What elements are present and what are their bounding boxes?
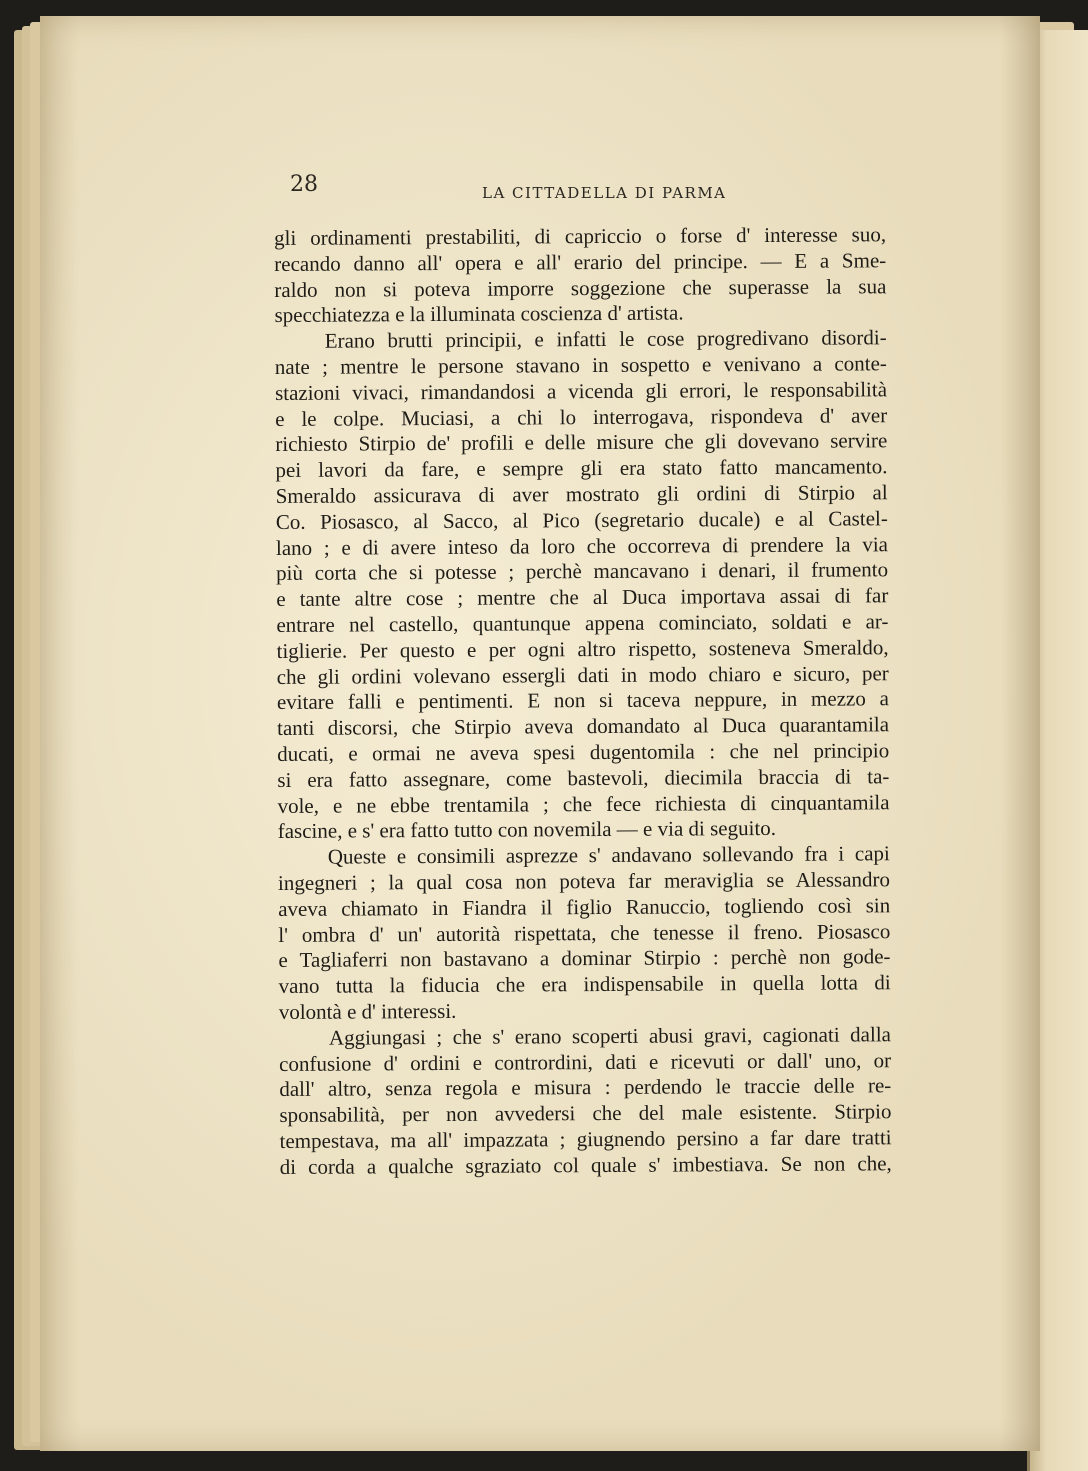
text-line: lano ; e di avere inteso da loro che occorreva di prendere la via xyxy=(275,531,889,560)
running-title: LA CITTADELLA DI PARMA xyxy=(482,184,727,202)
text-line: volontà e d' interessi. xyxy=(278,998,457,1024)
text-line: Co. Piosasco, al Sacco, al Pico (segretario ducale) e al Castel- xyxy=(275,506,888,534)
text-line: recando danno all' opera e all' erario del principe. — E a Sme- xyxy=(274,248,887,276)
text-line: gli ordinamenti prestabiliti, di capriccio o forse d' interesse suo, xyxy=(274,222,887,250)
text-line: tiglierie. Per questo e per ogni altro rispetto, sosteneva Smeraldo, xyxy=(276,635,889,663)
text-line: vano tutta la fiducia che era indispensabile in quella lotta di xyxy=(278,970,891,999)
text-line: fascine, e s' era fatto tutto con novemila — e via di seguito. xyxy=(277,816,777,844)
text-line: Erano brutti principii, e infatti le cose progredivano disordi- xyxy=(324,325,887,353)
text-line: stazioni vivaci, rimandandosi a vicenda gli errori, le responsabilità xyxy=(274,377,888,405)
text-line: tempestava, ma all' impazzata ; giugnendo persino a far dare tratti xyxy=(279,1125,892,1153)
text-line: ducati, e ormai ne aveva spesi dugentomila : che nel principio xyxy=(277,738,890,766)
text-line: Queste e consimili asprezze s' andavano sollevando fra i capi xyxy=(327,841,890,869)
text-line: entrare nel castello, quantunque appena cominciato, soldati e ar- xyxy=(276,609,889,637)
text-line: richiesto Stirpio de' profili e delle misure che gli dovevano servire xyxy=(275,428,888,457)
text-line: che gli ordini volevano essergli dati in modo chiaro e sicuro, per xyxy=(276,660,889,689)
text-line: e le colpe. Muciasi, a chi lo interrogava, rispondeva d' aver xyxy=(275,402,888,431)
text-line: aveva chiamato in Fiandra il figlio Ranuccio, togliendo così sin xyxy=(278,892,891,921)
text-line: ingegneri ; la qual cosa non poteva far meraviglia se Alessandro xyxy=(277,867,891,895)
text-line: raldo non si poteva imporre soggezione che superasse la sua xyxy=(274,273,887,302)
text-line: di corda a qualche sgraziato col quale s' imbestiava. Se non che, xyxy=(279,1150,892,1179)
text-line: e Tagliaferri non bastavano a dominar Stirpio : perchè non gode- xyxy=(278,944,891,973)
text-line: sponsabilità, per non avvedersi che del male esistente. Stirpio xyxy=(279,1099,892,1128)
text-line: evitare falli e pentimenti. E non si taceva neppure, in mezzo a xyxy=(276,686,889,715)
text-line: pei lavori da fare, e sempre gli era stato fatto mancamento. xyxy=(275,454,888,483)
text-line: vole, e ne ebbe trentamila ; che fece richiesta di cinquantamila xyxy=(277,789,890,818)
text-line: confusione d' ordini e contrordini, dati e ricevuti or dall' uno, or xyxy=(279,1047,892,1076)
text-line: nate ; mentre le persone stavano in sospetto e venivano a conte- xyxy=(274,351,887,379)
text-line: Aggiungasi ; che s' erano scoperti abusi gravi, cagionati dalla xyxy=(328,1021,892,1050)
running-head xyxy=(290,172,890,212)
body-text xyxy=(274,222,892,1180)
text-line: dall' altro, senza regola e misura : perdendo le traccie delle re- xyxy=(279,1073,892,1102)
text-line: e tante altre cose ; mentre che al Duca importava assai di far xyxy=(276,583,889,612)
text-line: l' ombra d' un' autorità rispettata, che tenesse il freno. Piosasco xyxy=(278,918,891,947)
text-line: più corta che si potesse ; perchè mancavano i denari, il frumento xyxy=(276,557,889,586)
text-line: si era fatto assegnare, come bastevoli, diecimila braccia di ta- xyxy=(277,763,890,792)
text-line: specchiatezza e la illuminata coscienza d' artista. xyxy=(274,300,684,328)
page-number: 28 xyxy=(290,172,318,197)
text-line: Smeraldo assicurava di aver mostrato gli ordini di Stirpio al xyxy=(275,480,888,508)
text-line: tanti discorsi, che Stirpio aveva domandato al Duca quarantamila xyxy=(276,712,890,741)
